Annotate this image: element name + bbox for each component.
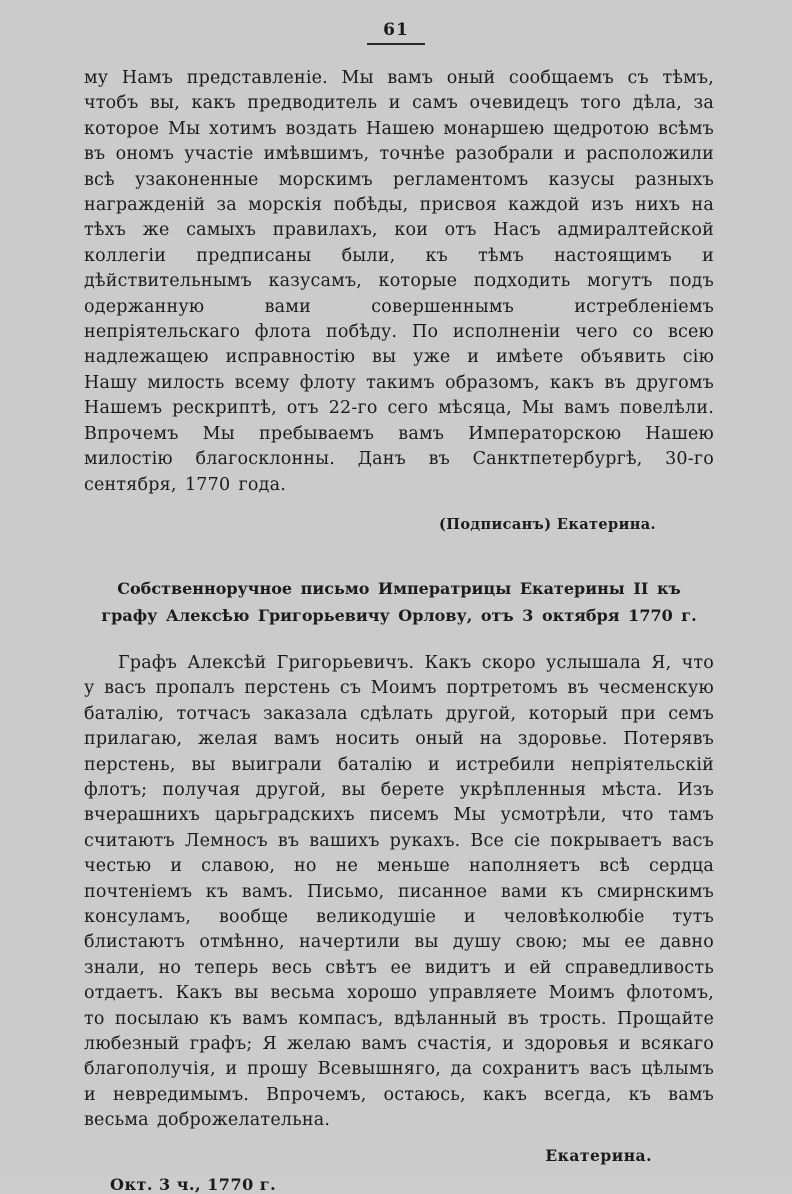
letter-paragraph: Графъ Алексѣй Григорьевичъ. Какъ скоро услышала Я, что у васъ пропалъ перстень съ Моимъ портретомъ въ чесменскую баталію, тотчасъ заказала сдѣлать другой, который при семъ прилагаю, желая вамъ носить оный на здоровье. Потерявъ перстень, вы выиграли баталію и истребили непріятельскій флотъ; получая другой, вы берете укрѣпленныя мѣста. Изъ вчерашнихъ царьградскихъ писемъ Мы усмотрѣли, что тамъ считаютъ Лемносъ въ вашихъ рукахъ. Все сіе покрываетъ васъ честью и славою, но не меньше наполняетъ всѣ сердца почтеніемъ къ вамъ. Письмо, писанное вами къ смирнскимъ консуламъ, вообще великодушіе и человѣколюбіе тутъ блистаютъ отмѣнно, начертили вы душу свою; мы ее давно знали, но теперь весь свѣтъ ее видитъ и ей справедливость отдаетъ. Какъ вы весьма хорошо управляете Моимъ флотомъ, то посылаю къ вамъ компасъ, вдѣланный въ трость. Прощайте любезный графъ; Я желаю вамъ счастія, и здоровья и всякаго благополучія, и прошу Всевышняго, да сохранитъ васъ цѣлымъ и невредимымъ. Впрочемъ, остаюсь, какъ всегда, къ вамъ весьма доброжелательна.	[84, 652, 714, 1131]
text-block	[84, 66, 714, 1194]
page-header	[0, 20, 792, 45]
letter-signature: Екатерина.	[545, 1145, 652, 1165]
letter-heading: Собственноручное письмо Императрицы Екатерины II къ графу Алексѣю Григорьевичу Орлову, отъ 3 октября 1770 г.	[101, 578, 697, 625]
rescript-paragraph: му Намъ представленіе. Мы вамъ оный сообщаемъ съ тѣмъ, чтобъ вы, какъ предводитель и самъ очевидецъ того дѣла, за которое Мы хотимъ воздать Нашею монаршею щедротою всѣмъ въ ономъ участіе имѣвшимъ, точнѣе разобрали и расположили всѣ узаконенные морскимъ регламентомъ казусы разныхъ награжденій за морскія побѣды, присвоя каждой изъ нихъ на тѣхъ же самыхъ правилахъ, кои отъ Насъ адмиралтейской коллегіи предписаны были, къ тѣмъ настоящимъ и дѣйствительнымъ казусамъ, которые подходить могутъ подъ одержанную вами совершеннымъ истребленіемъ непріятельскаго флота побѣду. По исполненіи чего со всею надлежащею исправностію вы уже и имѣете объявить сію Нашу милость всему флоту такимъ образомъ, какъ въ другомъ Нашемъ рескриптѣ, отъ 22-го сего мѣсяца, Мы вамъ повелѣли. Впрочемъ Мы пребываемъ вамъ Императорскою Нашею милостію благосклонны. Данъ въ Санктпетербургѣ, 30-го сентября, 1770 года.	[84, 68, 714, 495]
letter-dateline: Окт. 3 ч., 1770 г.	[110, 1174, 277, 1194]
rescript-signature: (Подписанъ) Екатерина.	[438, 515, 656, 533]
page-number: 61	[367, 20, 425, 45]
